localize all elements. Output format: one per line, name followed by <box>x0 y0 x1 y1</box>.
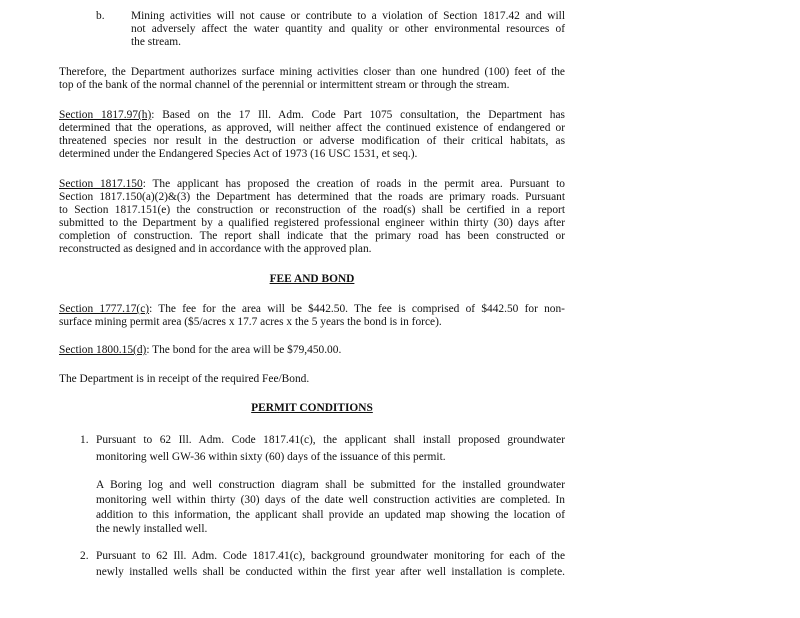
section-150-line: to Section 1817.151(e) the construction or reconstruction of the road(s) shall be certified in a report <box>59 204 565 216</box>
section-150-text: : The applicant has proposed the creation of roads in the permit area. Pursuant to <box>142 178 565 190</box>
section-97h-line: determined that the operations, as approved, will neither affect the continued existence of endangered or <box>59 122 565 134</box>
section-150-line: Section 1817.150(a)(2)&(3) the Department has determined that the roads are primary roads. Pursuant <box>59 191 565 203</box>
section-97h-line: threatened species nor result in the destruction or adverse modification of their critical habitats, as <box>59 135 565 147</box>
section-97h-line: determined under the Endangered Species Act of 1973 (16 USC 1531, et seq.). <box>59 148 418 160</box>
section-150-first-line <box>59 178 565 191</box>
therefore-line: top of the bank of the normal channel of the perennial or intermittent stream or through the stream. <box>59 79 510 91</box>
section-150-line: reconstructed as designed and in accordance with the approved plan. <box>59 243 372 255</box>
item-b-line: the stream. <box>131 36 181 48</box>
section-150-ref: Section 1817.150 <box>59 178 143 190</box>
item-b-line: not adversely affect the water quantity and quality or other environmental resources of <box>131 23 565 35</box>
permit-conditions-heading: PERMIT CONDITIONS <box>251 402 373 414</box>
condition-1-para2-line: A Boring log and well construction diagram shall be submitted for the installed groundwater <box>96 479 565 491</box>
condition-2-line: Pursuant to 62 Ill. Adm. Code 1817.41(c), background groundwater monitoring for each of the <box>96 550 565 562</box>
condition-1-marker: 1. <box>80 434 89 446</box>
section-97h-text: : Based on the 17 Ill. Adm. Code Part 1075 consultation, the Department has <box>151 109 565 121</box>
section-1800-text: : The bond for the area will be $79,450.00. <box>146 344 342 356</box>
receipt-statement: The Department is in receipt of the required Fee/Bond. <box>59 373 310 385</box>
condition-1-para2-line: the newly installed well. <box>96 523 208 535</box>
condition-1-line: Pursuant to 62 Ill. Adm. Code 1817.41(c), the applicant shall install proposed groundwater <box>96 434 565 446</box>
item-b-line: Mining activities will not cause or contribute to a violation of Section 1817.42 and will <box>131 10 565 22</box>
section-1800-line <box>59 344 341 357</box>
section-97h-first-line <box>59 109 565 122</box>
section-1777-text: : The fee for the area will be $442.50. The fee is comprised of $442.50 for non- <box>149 303 565 315</box>
section-150-line: completion of construction. The report shall indicate that the primary road has been constructed or <box>59 230 565 242</box>
section-1800-ref: Section 1800.15(d) <box>59 344 147 356</box>
section-1777-ref: Section 1777.17(c) <box>59 303 150 315</box>
therefore-line: Therefore, the Department authorizes surface mining activities closer than one hundred (100) feet of the <box>59 66 565 78</box>
condition-1-para2-line: monitoring well within thirty (30) days of the date well construction activities are completed. In <box>96 494 565 506</box>
item-b-marker: b. <box>96 10 105 22</box>
fee-and-bond-heading: FEE AND BOND <box>269 273 355 285</box>
condition-1-line: monitoring well GW-36 within sixty (60) days of the issuance of this permit. <box>96 451 446 463</box>
section-1777-line: surface mining permit area ($5/acres x 17.7 acres x the 5 years the bond is in force). <box>59 316 442 328</box>
section-1777-first-line <box>59 303 565 316</box>
condition-1-para2-line: addition to this information, the applicant shall provide an updated map showing the location of <box>96 509 565 521</box>
condition-2-marker: 2. <box>80 550 89 562</box>
section-150-line: submitted to the Department by a qualified registered professional engineer within thirty (30) days after <box>59 217 565 229</box>
condition-2-line: newly installed wells shall be conducted within the first year after well installation is complete. <box>96 566 565 578</box>
section-97h-ref: Section 1817.97(h) <box>59 109 152 121</box>
